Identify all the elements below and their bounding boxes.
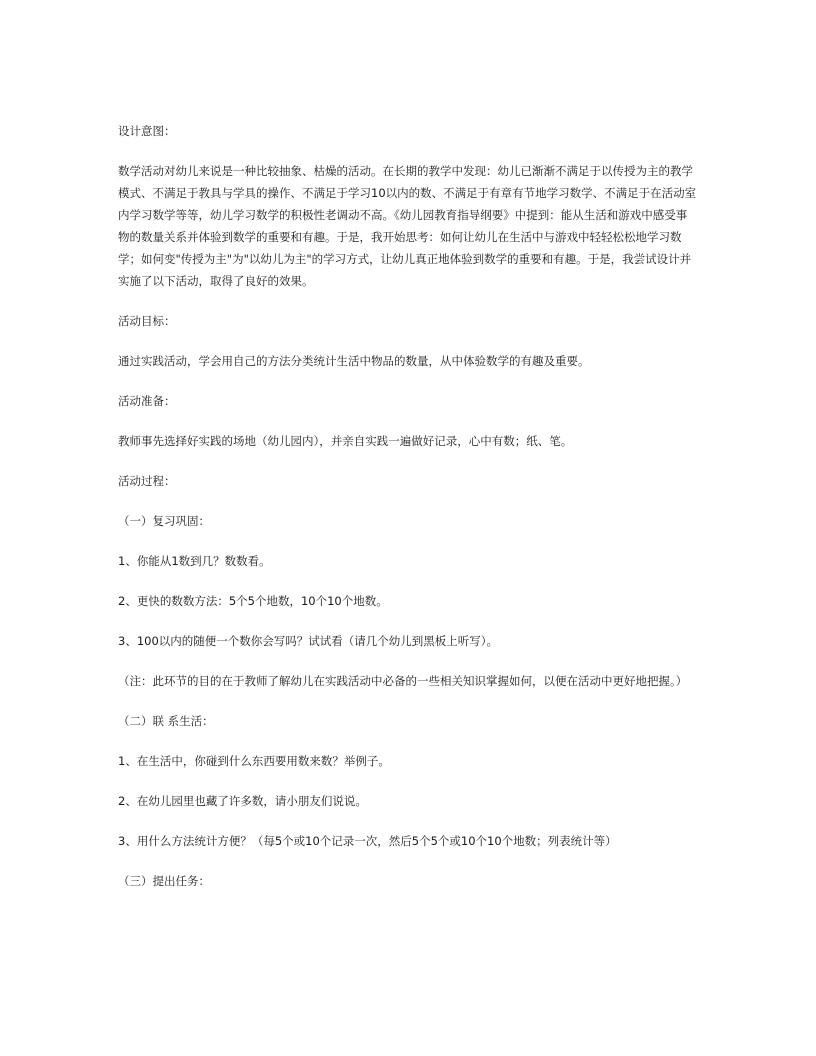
section2-item-3: 3、用什么方法统计方便？（每5个或10个记录一次，然后5个5个或10个10个地数；列表统计等）: [118, 834, 617, 848]
section1-item-2: 2、更快的数数方法：5个5个地数，10个10个地数。: [118, 594, 388, 608]
prep-paragraph: 教师事先选择好实践的场地（幼儿园内），并亲自实践一遍做好记录，心中有数；纸、笔。: [118, 434, 573, 448]
section1-item-3: 3、100以内的随便一个数你会写吗？试试看（请几个幼儿到黑板上听写）。: [118, 634, 499, 648]
section1-item-1: 1、你能从1数到几？数数看。: [118, 554, 271, 568]
document-page: [118, 120, 698, 892]
process-heading: 活动过程：: [118, 474, 176, 488]
design-intent-paragraph: 数学活动对幼儿来说是一种比较抽象、枯燥的活动。在长期的教学中发现：幼儿已渐渐不满足于以传授为主的教学模式、不满足于教具与学具的操作、不满足于学习10以内的数、不满足于有章有节地学习数学、不满足于在活动室内学习数学等等，幼儿学习数学的积极性老调动不高。《幼儿园教育指导纲要》中提到：能从生活和游戏中感受事物的数量关系并体验到数学的重要和有趣。于是，我开始思考：如何让幼儿在生活中与游戏中轻轻松松地学习数学；如何变"传授为主"为"以幼儿为主"的学习方式，让幼儿真正地体验到数学的重要和有趣。于是，我尝试设计并实施了以下活动，取得了良好的效果。: [118, 164, 697, 288]
section1-note: （注：此环节的目的在于教师了解幼儿在实践活动中必备的一些相关知识掌握如何，以便在活动中更好地把握。）: [118, 674, 688, 688]
section2-item-1: 1、在生活中，你碰到什么东西要用数来数？举例子。: [118, 754, 390, 768]
section1-heading: （一）复习巩固：: [118, 514, 210, 528]
section2-heading: （二）联 系生活：: [118, 714, 214, 728]
section3-heading: （三）提出任务：: [118, 874, 210, 888]
goal-heading: 活动目标：: [118, 314, 176, 328]
section2-item-2: 2、在幼儿园里也藏了许多数，请小朋友们说说。: [118, 794, 367, 808]
goal-paragraph: 通过实践活动，学会用自己的方法分类统计生活中物品的数量，从中体验数学的有趣及重要。: [118, 354, 590, 368]
prep-heading: 活动准备：: [118, 394, 176, 408]
design-intent-heading: 设计意图：: [118, 124, 176, 138]
